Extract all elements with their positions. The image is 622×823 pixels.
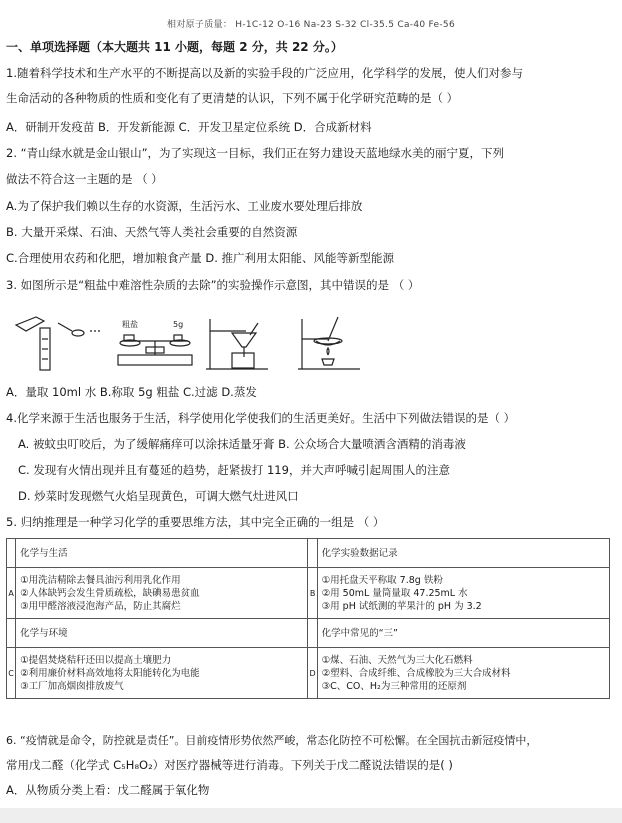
group-b-key: B [308,568,317,619]
q5-table [6,538,610,699]
group-b-line: ②用 50mL 量筒量取 47.25mL 水 [321,587,468,599]
q3-options: A．量取 10ml 水 B.称取 5g 粗盐 C.过滤 D.蒸发 [6,385,257,399]
q5-stem: 5. 归纳推理是一种学习化学的重要思维方法，其中完全正确的一组是 （ ） [6,515,385,529]
group-b-line: ③用 pH 试纸测的苹果汁的 pH 为 3.2 [321,600,482,612]
q2-stem-line1: 2. “青山绿水就是金山银山”，为了实现这一目标，我们正在努力建设天蓝地绿水美的丽宁夏，下列 [6,146,505,160]
group-a-content [16,568,308,619]
group-a-line: ③用甲醛溶液浸泡海产品，防止其腐烂 [20,600,181,612]
group-c-content [16,648,308,699]
group-c-title: 化学与环境 [16,619,308,648]
filtration-figure [206,319,268,369]
q3-experiment-figure [10,313,380,373]
group-c-line: ③工厂加高烟囱排放废气 [20,680,124,692]
group-c-line: ①提倡焚烧秸秆还田以提高土壤肥力 [20,654,172,666]
group-a-key: A [7,568,16,619]
balance-figure [118,335,192,365]
q1-stem-line2: 生命活动的各种物质的性质和变化有了更清楚的认识，下列不属于化学研究范畴的是（ ） [6,91,459,105]
group-a-title: 化学与生活 [16,539,308,568]
group-d-line: ②塑料、合成纤维、合成橡胶为三大合成材料 [321,667,511,679]
salt-label: 粗盐 [122,320,138,329]
group-c-line: ②利用廉价材料高效地将太阳能转化为电能 [20,667,200,679]
q4-option-d: D. 炒菜时发现燃气火焰呈现黄色，可调大燃气灶进风口 [18,489,299,503]
page-bottom-edge [0,808,622,823]
section-title: 一、单项选择题（本大题共 11 小题，每题 2 分，共 22 分。） [6,40,343,54]
q6-stem-line2: 常用戊二醛（化学式 C₅H₈O₂）对医疗器械等进行消毒。下列关于戊二醛说法错误的是( ) [6,758,453,772]
q6-option-a: A．从物质分类上看：戊二醛属于氧化物 [6,783,210,797]
q1-options: A．研制开发疫苗 B．开发新能源 C．开发卫星定位系统 D．合成新材料 [6,120,372,134]
group-b-line: ①用托盘天平称取 7.8g 铁粉 [321,574,443,586]
group-a-line: ①用洗洁精除去餐具油污利用乳化作用 [20,574,181,586]
q1-stem-line1: 1.随着科学技术和生产水平的不断提高以及新的实验手段的广泛应用，化学科学的发展，使人们对参与 [6,66,523,80]
group-d-line: ③C、CO、H₂为三种常用的还原剂 [321,680,467,692]
q2-option-a: A.为了保护我们赖以生存的水资源，生活污水、工业废水要处理后排放 [6,199,363,213]
measure-water-figure [16,317,102,370]
relative-atomic-masses: 相对原子质量： H-1C-12 O-16 Na-23 S-32 Cl-35.5 Ca-40 Fe-56 [167,20,455,30]
mass-label: 5g [173,320,184,329]
group-b-content [317,568,609,619]
q2-option-cd: C.合理使用农药和化肥，增加粮食产量 D. 推广利用太阳能、风能等新型能源 [6,251,395,265]
group-d-content [317,648,609,699]
group-c-key: C [7,648,16,699]
group-a-line: ②人体缺钙会发生骨质疏松，缺碘易患贫血 [20,587,200,599]
q3-stem: 3. 如图所示是“粗盐中难溶性杂质的去除”的实验操作示意图，其中错误的是 （ ） [6,278,420,292]
q2-option-b: B. 大量开采煤、石油、天然气等人类社会重要的自然资源 [6,225,298,239]
q4-option-c: C. 发现有火情出现并且有蔓延的趋势，赶紧拔打 119，并大声呼喊引起周围人的注意 [18,463,450,477]
group-d-title: 化学中常见的“三” [317,619,609,648]
q4-option-ab: A. 被蚊虫叮咬后，为了缓解痛痒可以涂抹适量牙膏 B. 公众场合大量喷洒含酒精的消毒液 [18,437,466,451]
q6-stem-line1: 6. “疫情就是命令，防控就是责任”。目前疫情形势依然严峻，常态化防控不可松懈。在全国抗击新冠疫情中， [6,734,538,747]
evaporation-figure [298,317,360,369]
q4-stem: 4.化学来源于生活也服务于生活，科学使用化学使我们的生活更美好。生活中下列做法错误的是（ ） [6,411,516,425]
group-d-line: ①煤、石油、天然气为三大化石燃料 [321,654,473,666]
group-b-title: 化学实验数据记录 [317,539,609,568]
q2-stem-line2: 做法不符合这一主题的是 （ ） [6,172,163,186]
group-d-key: D [308,648,317,699]
